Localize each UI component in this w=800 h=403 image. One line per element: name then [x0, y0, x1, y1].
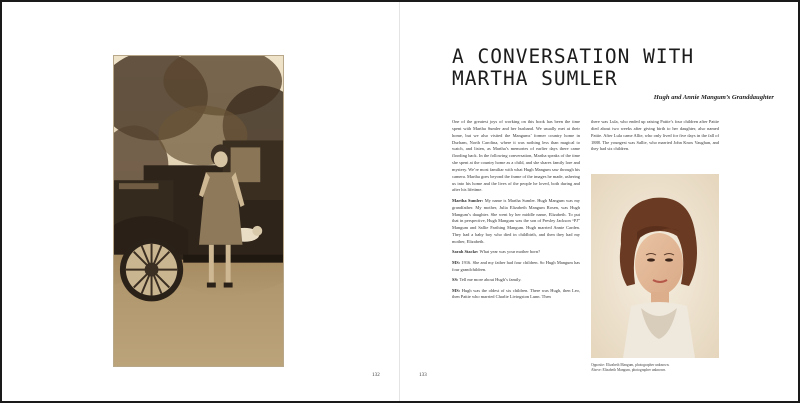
speaker-label: MS:	[452, 259, 461, 265]
speaker-label: MS:	[452, 287, 461, 293]
article-title: A CONVERSATION WITH MARTHA SUMLER	[452, 45, 695, 90]
interview-paragraph	[452, 198, 580, 246]
paragraph-text: Tell me more about Hugh’s family.	[459, 277, 522, 283]
vintage-photo-girl-with-car	[113, 55, 284, 367]
paragraph-text: Hugh was the oldest of six children. There was Hugh, then Leo, then Pattie who married Charlie Livingston Lunn. Then	[452, 287, 581, 300]
speaker-label: Sarah Stacke:	[452, 249, 479, 255]
interview-paragraph	[452, 249, 580, 256]
portrait-photo-elizabeth-mangum	[591, 174, 719, 358]
page-gutter	[399, 2, 400, 401]
paragraph-text: What year was your mother born?	[479, 249, 541, 255]
sepia-photo-illustration	[114, 56, 283, 366]
interview-paragraph	[452, 288, 580, 302]
caption-line: Opposite: Elizabeth Mangum, photographer unknown.	[591, 363, 670, 367]
speaker-label: SS:	[452, 277, 459, 283]
speaker-label: Martha Sumler:	[452, 197, 484, 203]
article-subtitle: Hugh and Annie Mangum’s Granddaughter	[653, 94, 774, 101]
caption-line: Above: Elizabeth Mangum, photographer unknown.	[591, 368, 667, 372]
paragraph-text: My name is Martha Sumler. Hugh Mangum was my grandfather. My mother, Julia Elizabeth Mangum Rosen, was Hugh Mangum’s daughter. She went by her middle name, Elizabeth. To put that in perspective, Hugh Mangum was the son of Presley Jackson “PJ” Mangum and Sallie Farthing Mangum. Hugh married Annie Carden. They had a baby boy who died in childbirth, and then they had my mother, Elizabeth.	[452, 197, 581, 244]
page-number-left: 132	[372, 373, 380, 378]
portrait-illustration	[591, 174, 719, 358]
photo-captions	[591, 363, 721, 373]
text-column-1	[452, 119, 580, 305]
paragraph-text: 1916. She and my father had four children. So Hugh Mangum has four grandchildren.	[452, 259, 581, 272]
interview-paragraph	[452, 277, 580, 284]
continued-paragraph: there was Lula, who ended up raising Pattie’s four children after Pattie died about two weeks after giving birth to her daughter, also named Pattie. After Lula came Allie, who only lived for five days in the fall of 1888. The youngest was Sallie, who married John Knox Vaughan, and they had six children.	[591, 119, 719, 152]
interview-paragraph	[452, 260, 580, 274]
page-number-right: 133	[419, 373, 427, 378]
text-column-2	[591, 119, 719, 157]
intro-paragraph: One of the greatest joys of working on this book has been the time spent with Martha Sumler and her husband. We usually met at their home, but we also visited the Mangums’ former country home in Durham, North Carolina, where it was nothing less than magical to watch, and listen, as Martha’s memories of earlier days there came flooding back. In the following conversation, Martha speaks of the time she spent at the country home as a child, and she shares family lore and mystery. We’re most familiar with what Hugh Mangum saw through his camera. Martha goes beyond the frame of the images he made, ushering us into his home and the lives of the people he loved, both during and after his lifetime.	[452, 119, 580, 193]
